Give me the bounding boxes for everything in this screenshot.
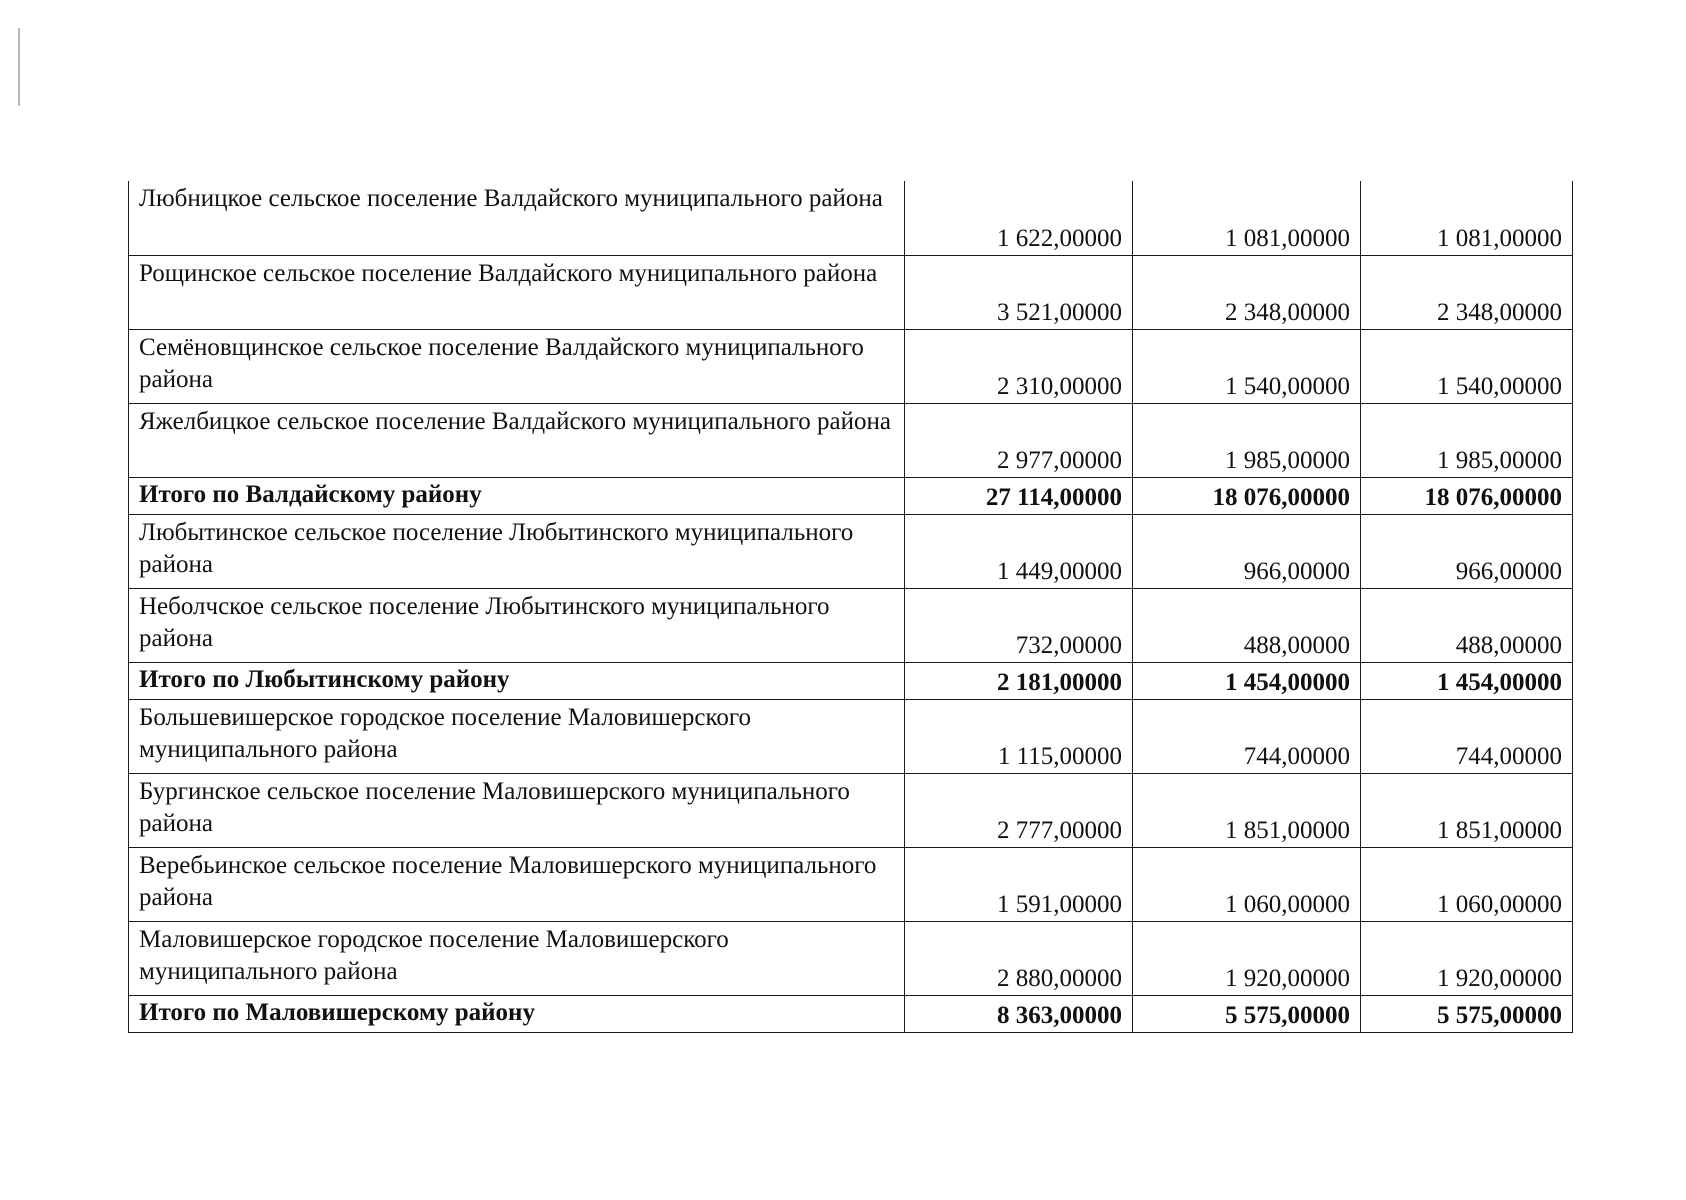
settlement-name-cell: Веребьинское сельское поселение Маловишерского муниципального района [129, 847, 905, 921]
settlement-name-cell: Бургинское сельское поселение Маловишерского муниципального района [129, 773, 905, 847]
amount-cell-col1: 3 521,00000 [905, 255, 1133, 329]
amount-cell-col3: 18 076,00000 [1361, 477, 1573, 514]
amount-cell-col2: 1 920,00000 [1133, 921, 1361, 995]
amount-cell-col2: 5 575,00000 [1133, 995, 1361, 1032]
amount-cell-col3: 1 540,00000 [1361, 329, 1573, 403]
table-body [129, 181, 1573, 1032]
table-row [129, 403, 1573, 477]
district-total-label: Итого по Маловишерскому району [129, 995, 905, 1032]
table-row [129, 181, 1573, 255]
amount-cell-col2: 1 540,00000 [1133, 329, 1361, 403]
amount-cell-col2: 744,00000 [1133, 699, 1361, 773]
district-total-row [129, 662, 1573, 699]
district-total-label: Итого по Любытинскому району [129, 662, 905, 699]
amount-cell-col3: 1 920,00000 [1361, 921, 1573, 995]
table-row [129, 514, 1573, 588]
district-total-row [129, 995, 1573, 1032]
amount-cell-col1: 27 114,00000 [905, 477, 1133, 514]
scan-margin-mark [18, 28, 20, 106]
amount-cell-col3: 1 060,00000 [1361, 847, 1573, 921]
settlement-name-cell: Любницкое сельское поселение Валдайского муниципального района [129, 181, 905, 255]
amount-cell-col1: 2 977,00000 [905, 403, 1133, 477]
settlement-name-cell: Большевишерское городское поселение Маловишерского муниципального района [129, 699, 905, 773]
amount-cell-col2: 1 060,00000 [1133, 847, 1361, 921]
amount-cell-col3: 1 454,00000 [1361, 662, 1573, 699]
amount-cell-col1: 732,00000 [905, 588, 1133, 662]
district-total-row [129, 477, 1573, 514]
amount-cell-col3: 488,00000 [1361, 588, 1573, 662]
amount-cell-col3: 1 985,00000 [1361, 403, 1573, 477]
amount-cell-col1: 1 115,00000 [905, 699, 1133, 773]
settlement-name-cell: Любытинское сельское поселение Любытинского муниципального района [129, 514, 905, 588]
amount-cell-col2: 1 454,00000 [1133, 662, 1361, 699]
table-row [129, 699, 1573, 773]
amount-cell-col1: 1 449,00000 [905, 514, 1133, 588]
amount-cell-col3: 1 081,00000 [1361, 181, 1573, 255]
settlement-name-cell: Маловишерское городское поселение Маловишерского муниципального района [129, 921, 905, 995]
amount-cell-col2: 2 348,00000 [1133, 255, 1361, 329]
amount-cell-col2: 1 081,00000 [1133, 181, 1361, 255]
table-row [129, 588, 1573, 662]
amount-cell-col3: 5 575,00000 [1361, 995, 1573, 1032]
table-row [129, 921, 1573, 995]
district-total-label: Итого по Валдайскому району [129, 477, 905, 514]
table-row [129, 329, 1573, 403]
amount-cell-col1: 8 363,00000 [905, 995, 1133, 1032]
settlement-name-cell: Рощинское сельское поселение Валдайского муниципального района [129, 255, 905, 329]
amount-cell-col3: 1 851,00000 [1361, 773, 1573, 847]
amount-cell-col3: 744,00000 [1361, 699, 1573, 773]
amount-cell-col1: 2 880,00000 [905, 921, 1133, 995]
amount-cell-col2: 1 851,00000 [1133, 773, 1361, 847]
amount-cell-col2: 488,00000 [1133, 588, 1361, 662]
amount-cell-col3: 2 348,00000 [1361, 255, 1573, 329]
amount-cell-col2: 1 985,00000 [1133, 403, 1361, 477]
settlement-name-cell: Неболчское сельское поселение Любытинского муниципального района [129, 588, 905, 662]
amount-cell-col1: 2 777,00000 [905, 773, 1133, 847]
budget-allocation-table [128, 181, 1573, 1033]
amount-cell-col1: 1 622,00000 [905, 181, 1133, 255]
amount-cell-col3: 966,00000 [1361, 514, 1573, 588]
settlement-name-cell: Семёновщинское сельское поселение Валдайского муниципального района [129, 329, 905, 403]
table-row [129, 847, 1573, 921]
table-row [129, 255, 1573, 329]
amount-cell-col1: 2 310,00000 [905, 329, 1133, 403]
amount-cell-col1: 1 591,00000 [905, 847, 1133, 921]
amount-cell-col2: 18 076,00000 [1133, 477, 1361, 514]
settlement-name-cell: Яжелбицкое сельское поселение Валдайского муниципального района [129, 403, 905, 477]
amount-cell-col2: 966,00000 [1133, 514, 1361, 588]
amount-cell-col1: 2 181,00000 [905, 662, 1133, 699]
table-row [129, 773, 1573, 847]
